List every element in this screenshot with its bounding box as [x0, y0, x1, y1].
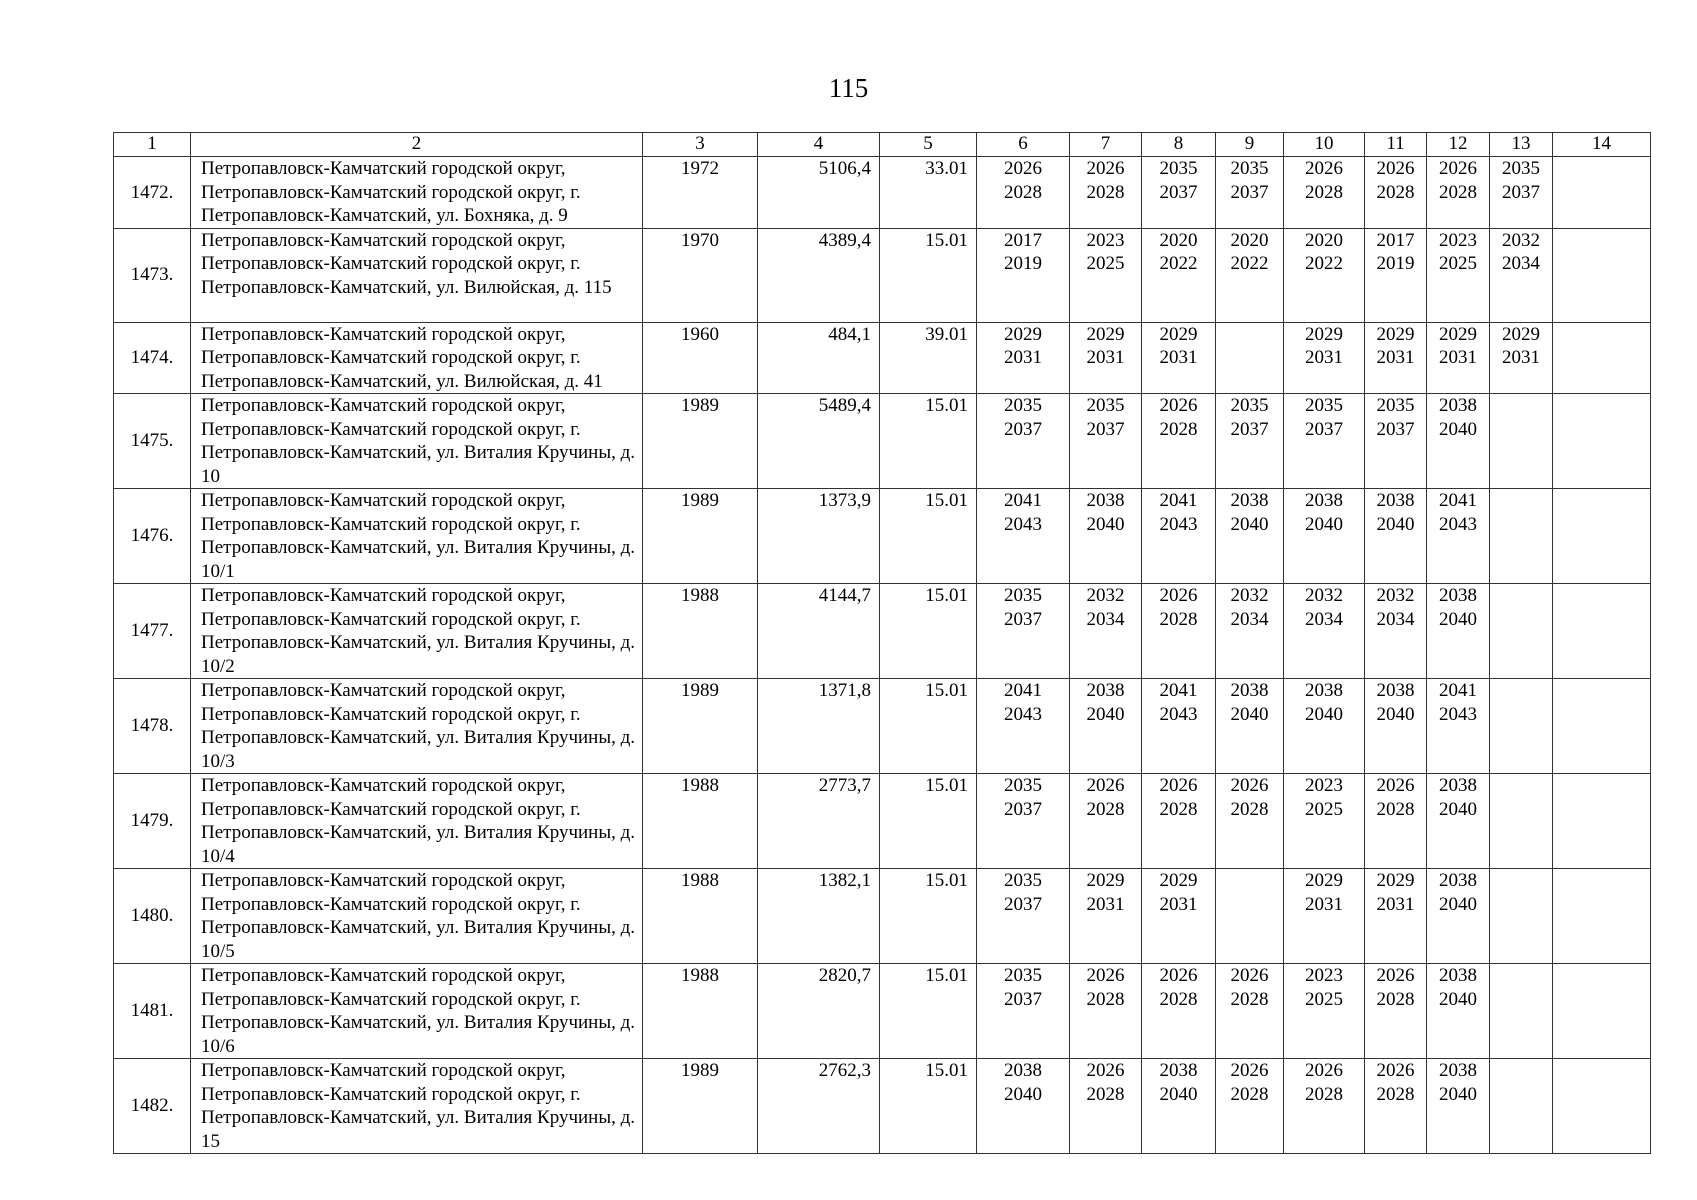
period-cell — [1553, 489, 1651, 584]
column-header: 1 — [114, 133, 191, 157]
period-value: 2026 2028 — [1439, 158, 1477, 203]
period-cell — [1216, 157, 1284, 229]
row-number: 1472. — [114, 157, 191, 229]
period-value: 2029 2031 — [1159, 323, 1198, 368]
period-value: 2032 2034 — [1502, 229, 1540, 274]
column-header: 7 — [1070, 133, 1142, 157]
code-cell: 15.01 — [880, 394, 977, 489]
table-row — [114, 228, 1651, 322]
period-cell — [977, 964, 1070, 1059]
period-cell — [1553, 869, 1651, 964]
period-cell — [977, 322, 1070, 394]
period-cell — [1142, 964, 1216, 1059]
period-cell — [1142, 774, 1216, 869]
year-cell: 1989 — [643, 489, 758, 584]
table-row — [114, 322, 1651, 394]
period-cell — [1284, 964, 1365, 1059]
period-cell — [1427, 584, 1490, 679]
area-cell: 2773,7 — [758, 774, 880, 869]
code-cell: 15.01 — [880, 228, 977, 322]
area-cell: 4144,7 — [758, 584, 880, 679]
period-cell — [977, 228, 1070, 322]
period-value: 2026 2028 — [1376, 158, 1415, 203]
code-cell: 15.01 — [880, 774, 977, 869]
row-number: 1480. — [114, 869, 191, 964]
period-value: 2035 2037 — [1004, 965, 1042, 1010]
period-value: 2029 2031 — [1086, 323, 1125, 368]
column-header: 2 — [191, 133, 643, 157]
period-cell — [1070, 679, 1142, 774]
period-cell — [977, 869, 1070, 964]
period-cell — [1070, 157, 1142, 229]
area-cell: 2762,3 — [758, 1059, 880, 1154]
period-value: 2041 2043 — [1004, 680, 1042, 725]
period-cell — [1070, 394, 1142, 489]
period-value: 2026 2028 — [1004, 158, 1042, 203]
period-cell — [1490, 157, 1553, 229]
period-cell — [1284, 679, 1365, 774]
period-value: 2035 2037 — [1086, 395, 1125, 440]
period-cell — [977, 157, 1070, 229]
year-cell: 1970 — [643, 228, 758, 322]
code-cell: 15.01 — [880, 584, 977, 679]
code-cell: 33.01 — [880, 157, 977, 229]
period-cell — [1216, 394, 1284, 489]
period-cell — [1284, 869, 1365, 964]
code-cell: 15.01 — [880, 1059, 977, 1154]
period-value: 2038 2040 — [1086, 490, 1125, 535]
period-value: 2035 2037 — [1004, 775, 1042, 820]
period-value: 2038 2040 — [1305, 680, 1343, 725]
period-cell — [1284, 489, 1365, 584]
period-cell — [1427, 322, 1490, 394]
period-value: 2038 2040 — [1230, 490, 1269, 535]
period-cell — [977, 489, 1070, 584]
period-value: 2026 2028 — [1305, 1060, 1343, 1105]
period-cell — [977, 584, 1070, 679]
period-cell — [1070, 964, 1142, 1059]
column-header: 13 — [1490, 133, 1553, 157]
period-cell — [1070, 1059, 1142, 1154]
table-row — [114, 1059, 1651, 1154]
period-cell — [1142, 1059, 1216, 1154]
year-cell: 1972 — [643, 157, 758, 229]
period-value: 2041 2043 — [1004, 490, 1042, 535]
address-cell: Петропавловск-Камчатский городской округ, Петропавловск-Камчатский городской округ, г. Петропавловск-Камчатский, ул. Виталия Кручины, д. 10/2 — [191, 584, 643, 679]
period-cell — [1553, 584, 1651, 679]
column-header: 3 — [643, 133, 758, 157]
period-value: 2035 2037 — [1004, 870, 1042, 915]
period-value: 2026 2028 — [1086, 775, 1125, 820]
period-value: 2038 2040 — [1004, 1060, 1042, 1105]
table-row — [114, 157, 1651, 229]
period-cell — [1553, 1059, 1651, 1154]
period-value: 2038 2040 — [1439, 965, 1477, 1010]
period-value: 2023 2025 — [1439, 229, 1477, 274]
period-value: 2038 2040 — [1376, 680, 1415, 725]
period-value: 2017 2019 — [1004, 229, 1042, 274]
row-number: 1478. — [114, 679, 191, 774]
period-cell — [1427, 489, 1490, 584]
period-cell — [1365, 489, 1427, 584]
period-cell — [1365, 774, 1427, 869]
period-value: 2035 2037 — [1230, 395, 1269, 440]
address-cell: Петропавловск-Камчатский городской округ, Петропавловск-Камчатский городской округ, г. Петропавловск-Камчатский, ул. Виталия Кручины, д. 10/4 — [191, 774, 643, 869]
period-cell — [1365, 157, 1427, 229]
period-cell — [1490, 869, 1553, 964]
row-number: 1473. — [114, 228, 191, 322]
period-value: 2023 2025 — [1086, 229, 1125, 274]
period-value: 2026 2028 — [1305, 158, 1343, 203]
table-row — [114, 774, 1651, 869]
housing-registry-table — [113, 132, 1651, 1154]
year-cell: 1989 — [643, 1059, 758, 1154]
period-cell — [1553, 774, 1651, 869]
period-value: 2020 2022 — [1230, 229, 1269, 274]
period-value: 2029 2031 — [1439, 323, 1477, 368]
column-header: 5 — [880, 133, 977, 157]
column-header: 6 — [977, 133, 1070, 157]
page-number: 115 — [828, 73, 869, 103]
period-cell — [1427, 774, 1490, 869]
year-cell: 1989 — [643, 394, 758, 489]
period-value: 2023 2025 — [1305, 965, 1343, 1010]
period-value: 2038 2040 — [1439, 775, 1477, 820]
period-cell — [1427, 157, 1490, 229]
period-value: 2026 2028 — [1376, 775, 1415, 820]
period-cell — [1284, 322, 1365, 394]
period-value: 2035 2037 — [1004, 395, 1042, 440]
area-cell: 4389,4 — [758, 228, 880, 322]
period-cell — [1216, 489, 1284, 584]
period-value: 2020 2022 — [1305, 229, 1343, 274]
period-value: 2038 2040 — [1439, 585, 1477, 630]
period-cell — [1490, 489, 1553, 584]
period-cell — [1427, 1059, 1490, 1154]
area-cell: 2820,7 — [758, 964, 880, 1059]
period-cell — [1553, 322, 1651, 394]
period-cell — [1553, 228, 1651, 322]
column-header: 11 — [1365, 133, 1427, 157]
period-cell — [1427, 228, 1490, 322]
period-cell — [1490, 964, 1553, 1059]
period-value: 2026 2028 — [1086, 1060, 1125, 1105]
period-cell — [1365, 679, 1427, 774]
period-value: 2029 2031 — [1305, 870, 1343, 915]
period-value: 2038 2040 — [1439, 870, 1477, 915]
address-cell: Петропавловск-Камчатский городской округ, Петропавловск-Камчатский городской округ, г. Петропавловск-Камчатский, ул. Виталия Кручины, д. 10/5 — [191, 869, 643, 964]
year-cell: 1989 — [643, 679, 758, 774]
period-value: 2026 2028 — [1086, 158, 1125, 203]
period-cell — [1070, 584, 1142, 679]
year-cell: 1988 — [643, 774, 758, 869]
period-value: 2029 2031 — [1004, 323, 1042, 368]
period-value: 2038 2040 — [1230, 680, 1269, 725]
period-cell — [1284, 228, 1365, 322]
year-cell: 1988 — [643, 964, 758, 1059]
period-cell — [1216, 322, 1284, 394]
period-cell — [977, 1059, 1070, 1154]
area-cell: 5106,4 — [758, 157, 880, 229]
period-cell — [1365, 964, 1427, 1059]
area-cell: 1371,8 — [758, 679, 880, 774]
period-cell — [1427, 679, 1490, 774]
period-value: 2029 2031 — [1305, 323, 1343, 368]
period-cell — [1365, 1059, 1427, 1154]
period-cell — [1490, 774, 1553, 869]
area-cell: 484,1 — [758, 322, 880, 394]
period-cell — [1427, 964, 1490, 1059]
period-value: 2023 2025 — [1305, 775, 1343, 820]
address-cell: Петропавловск-Камчатский городской округ, Петропавловск-Камчатский городской округ, г. Петропавловск-Камчатский, ул. Вилюйская, д. 115 — [191, 228, 643, 322]
period-cell — [1142, 322, 1216, 394]
period-cell — [1365, 584, 1427, 679]
period-value: 2029 2031 — [1376, 870, 1415, 915]
period-value: 2026 2028 — [1159, 585, 1198, 630]
period-value: 2038 2040 — [1159, 1060, 1198, 1105]
column-header: 14 — [1553, 133, 1651, 157]
period-cell — [1070, 774, 1142, 869]
row-number: 1479. — [114, 774, 191, 869]
period-value: 2026 2028 — [1159, 965, 1198, 1010]
period-value: 2035 2037 — [1305, 395, 1343, 440]
period-value: 2020 2022 — [1159, 229, 1198, 274]
period-cell — [1216, 679, 1284, 774]
period-value: 2041 2043 — [1159, 680, 1198, 725]
period-value: 2026 2028 — [1376, 965, 1415, 1010]
table-body — [114, 157, 1651, 1154]
period-cell — [1070, 489, 1142, 584]
column-header: 9 — [1216, 133, 1284, 157]
row-number: 1475. — [114, 394, 191, 489]
period-cell — [1216, 584, 1284, 679]
period-cell — [1142, 157, 1216, 229]
period-cell — [1553, 964, 1651, 1059]
year-cell: 1960 — [643, 322, 758, 394]
column-header: 8 — [1142, 133, 1216, 157]
period-cell — [1490, 228, 1553, 322]
period-cell — [1142, 394, 1216, 489]
period-value: 2038 2040 — [1439, 1060, 1477, 1105]
period-value: 2035 2037 — [1159, 158, 1198, 203]
address-cell: Петропавловск-Камчатский городской округ, Петропавловск-Камчатский городской округ, г. Петропавловск-Камчатский, ул. Вилюйская, д. 41 — [191, 322, 643, 394]
table-row — [114, 679, 1651, 774]
table-row — [114, 964, 1651, 1059]
address-cell: Петропавловск-Камчатский городской округ, Петропавловск-Камчатский городской округ, г. Петропавловск-Камчатский, ул. Виталия Кручины, д. 10/3 — [191, 679, 643, 774]
period-value: 2038 2040 — [1439, 395, 1477, 440]
period-cell — [1142, 228, 1216, 322]
period-cell — [1490, 584, 1553, 679]
period-value: 2041 2043 — [1159, 490, 1198, 535]
period-value: 2041 2043 — [1439, 490, 1477, 535]
code-cell: 15.01 — [880, 869, 977, 964]
period-value: 2029 2031 — [1086, 870, 1125, 915]
address-cell: Петропавловск-Камчатский городской округ, Петропавловск-Камчатский городской округ, г. Петропавловск-Камчатский, ул. Виталия Кручины, д. 15 — [191, 1059, 643, 1154]
period-cell — [1553, 157, 1651, 229]
table-row — [114, 869, 1651, 964]
period-value: 2026 2028 — [1159, 775, 1198, 820]
row-number: 1481. — [114, 964, 191, 1059]
period-value: 2029 2031 — [1376, 323, 1415, 368]
code-cell: 15.01 — [880, 489, 977, 584]
column-header: 12 — [1427, 133, 1490, 157]
period-cell — [1070, 869, 1142, 964]
period-cell — [977, 679, 1070, 774]
period-cell — [1490, 322, 1553, 394]
period-value: 2032 2034 — [1230, 585, 1269, 630]
period-cell — [1216, 869, 1284, 964]
period-cell — [1553, 394, 1651, 489]
period-cell — [1284, 584, 1365, 679]
period-value: 2026 2028 — [1230, 775, 1269, 820]
period-value: 2035 2037 — [1230, 158, 1269, 203]
year-cell: 1988 — [643, 869, 758, 964]
area-cell: 1382,1 — [758, 869, 880, 964]
period-value: 2026 2028 — [1230, 965, 1269, 1010]
code-cell: 15.01 — [880, 964, 977, 1059]
address-cell: Петропавловск-Камчатский городской округ, Петропавловск-Камчатский городской округ, г. Петропавловск-Камчатский, ул. Бохняка, д. 9 — [191, 157, 643, 229]
period-cell — [1427, 394, 1490, 489]
period-value: 2035 2037 — [1004, 585, 1042, 630]
period-value: 2026 2028 — [1086, 965, 1125, 1010]
period-value: 2029 2031 — [1159, 870, 1198, 915]
period-cell — [1216, 964, 1284, 1059]
address-cell: Петропавловск-Камчатский городской округ, Петропавловск-Камчатский городской округ, г. Петропавловск-Камчатский, ул. Виталия Кручины, д. 10/6 — [191, 964, 643, 1059]
period-value: 2017 2019 — [1376, 229, 1415, 274]
area-cell: 5489,4 — [758, 394, 880, 489]
area-cell: 1373,9 — [758, 489, 880, 584]
table-row — [114, 584, 1651, 679]
period-cell — [1142, 489, 1216, 584]
address-cell: Петропавловск-Камчатский городской округ, Петропавловск-Камчатский городской округ, г. Петропавловск-Камчатский, ул. Виталия Кручины, д. 10/1 — [191, 489, 643, 584]
period-cell — [1365, 869, 1427, 964]
period-cell — [1142, 584, 1216, 679]
row-number: 1474. — [114, 322, 191, 394]
period-cell — [1365, 394, 1427, 489]
period-value: 2038 2040 — [1086, 680, 1125, 725]
period-value: 2035 2037 — [1502, 158, 1540, 203]
period-value: 2026 2028 — [1376, 1060, 1415, 1105]
address-cell: Петропавловск-Камчатский городской округ, Петропавловск-Камчатский городской округ, г. Петропавловск-Камчатский, ул. Виталия Кручины, д. 10 — [191, 394, 643, 489]
column-number-row — [114, 133, 1651, 157]
period-value: 2029 2031 — [1502, 323, 1540, 368]
column-header: 10 — [1284, 133, 1365, 157]
period-cell — [1365, 228, 1427, 322]
period-cell — [1365, 322, 1427, 394]
year-cell: 1988 — [643, 584, 758, 679]
period-cell — [1142, 869, 1216, 964]
table-row — [114, 489, 1651, 584]
period-value: 2038 2040 — [1376, 490, 1415, 535]
period-cell — [1553, 679, 1651, 774]
period-value: 2032 2034 — [1376, 585, 1415, 630]
period-cell — [1284, 1059, 1365, 1154]
period-cell — [1490, 679, 1553, 774]
period-value: 2026 2028 — [1230, 1060, 1269, 1105]
period-value: 2035 2037 — [1376, 395, 1415, 440]
period-cell — [1070, 322, 1142, 394]
period-cell — [1490, 394, 1553, 489]
row-number: 1477. — [114, 584, 191, 679]
row-number: 1476. — [114, 489, 191, 584]
column-header: 4 — [758, 133, 880, 157]
period-value: 2041 2043 — [1439, 680, 1477, 725]
period-cell — [1216, 1059, 1284, 1154]
period-cell — [1216, 228, 1284, 322]
period-cell — [977, 774, 1070, 869]
code-cell: 39.01 — [880, 322, 977, 394]
period-cell — [1284, 394, 1365, 489]
period-value: 2032 2034 — [1305, 585, 1343, 630]
period-cell — [1216, 774, 1284, 869]
period-value: 2032 2034 — [1086, 585, 1125, 630]
row-number: 1482. — [114, 1059, 191, 1154]
period-cell — [977, 394, 1070, 489]
period-cell — [1142, 679, 1216, 774]
period-cell — [1284, 774, 1365, 869]
code-cell: 15.01 — [880, 679, 977, 774]
period-cell — [1070, 228, 1142, 322]
table-row — [114, 394, 1651, 489]
period-cell — [1490, 1059, 1553, 1154]
period-cell — [1284, 157, 1365, 229]
period-value: 2026 2028 — [1159, 395, 1198, 440]
period-cell — [1427, 869, 1490, 964]
period-value: 2038 2040 — [1305, 490, 1343, 535]
